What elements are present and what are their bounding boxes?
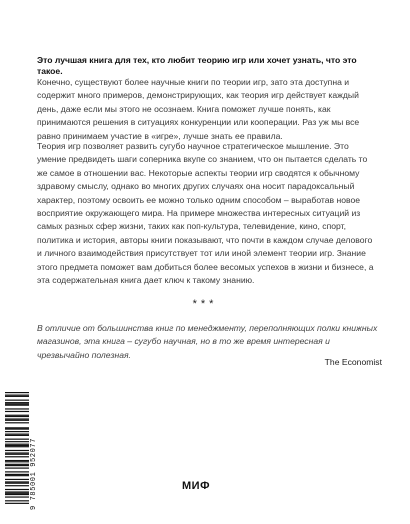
barcode-bar <box>5 411 29 412</box>
barcode-bar <box>5 420 29 421</box>
barcode-bar <box>5 464 29 465</box>
barcode-bar <box>5 474 29 475</box>
barcode-bar <box>5 439 29 440</box>
barcode-bar <box>5 415 29 416</box>
paragraph-intro: Конечно, существуют более научные книги по теории игр, зато эта доступна и содержит много примеров, демонстрирующих, как теория игр действует каждый день, даже если мы этого не осознаем. Книга поможет лучше понять, как принимаются решения в ситуациях конкуренции или кооперации. Раз уж мы все равно принимаем участие в «игре», лучше знать ее правила. <box>37 77 360 141</box>
barcode-bar <box>5 503 29 504</box>
barcode-bar <box>5 441 29 442</box>
barcode-bar <box>5 493 29 494</box>
barcode-bar <box>5 489 29 490</box>
barcode-bar <box>5 422 29 423</box>
barcode-bar <box>5 485 29 486</box>
barcode-bar <box>5 500 29 501</box>
paragraph-main: Теория игр позволяет развить сугубо научное стратегическое мышление. Это умение предвидеть шаги соперника вкупе со знанием, что он пытается сделать то же самое в отношении вас. Некоторые аспекты теории игр сводятся к обычному здравому смыслу, однако во многих других случаях она носит парадоксальный характер, поэтому освоить ее можно только одним способом – выработав новое восприятие окружающего мира. На примере множества интересных ситуаций из самых разных сфер жизни, таких как поп-культура, телевидение, кино, спорт, политика и история, авторы книги показывают, что почти в каждом случае делового и личного взаимодействия присутствует тот или иной элемент теории игр. Знание этого предмета поможет вам добиться более весомых успехов в жизни и бизнесе, а эта содержательная книга дает ключ к такому знанию. <box>37 141 374 286</box>
barcode-bar <box>5 434 29 435</box>
barcode-bar <box>5 496 29 497</box>
isbn-barcode <box>3 388 49 508</box>
barcode-bar <box>5 431 29 432</box>
barcode-bar <box>5 403 29 404</box>
barcode-bar <box>5 460 29 461</box>
barcode-bar <box>5 479 29 480</box>
barcode-bar <box>5 405 29 406</box>
barcode-bar <box>5 416 29 417</box>
barcode-bar <box>5 454 29 455</box>
barcode-bar <box>5 461 29 462</box>
barcode-bar <box>5 494 29 495</box>
quote-source: The Economist <box>324 357 382 367</box>
barcode-bar <box>5 471 29 472</box>
barcode-bar <box>5 402 29 403</box>
section-separator: *** <box>192 298 218 310</box>
barcode-bar <box>5 452 29 453</box>
barcode-bar <box>5 481 29 482</box>
barcode-bar <box>5 400 29 401</box>
barcode-bar <box>5 445 29 446</box>
isbn-number: 9 785001 952077 <box>30 437 38 510</box>
barcode-bar <box>5 396 29 397</box>
barcode-bar <box>5 465 29 466</box>
barcode-bar <box>5 446 29 447</box>
publisher-logo: МИФ <box>182 480 210 492</box>
barcode-bar <box>5 418 29 419</box>
barcode-bar <box>5 444 29 445</box>
barcode-bar <box>5 450 29 451</box>
barcode-bar <box>5 435 29 436</box>
barcode-bar <box>5 483 29 484</box>
barcode-bar <box>5 468 29 469</box>
barcode-bar <box>5 491 29 492</box>
barcode-bar <box>5 456 29 457</box>
lead-text: Это лучшая книга для тех, кто любит теорию игр или хочет узнать, что это такое. <box>37 55 357 76</box>
barcode-bar <box>5 475 29 476</box>
barcode-bar <box>5 427 29 428</box>
review-quote: В отличие от большинства книг по менеджменту, переполняющих полки книжных магазинов, эта книга – сугубо научная, но в то же время интересная и чрезвычайно полезная. <box>37 323 378 360</box>
barcode-bar <box>5 395 29 396</box>
barcode-bar <box>5 408 29 409</box>
barcode-bar <box>5 392 29 393</box>
barcode-bar <box>5 428 29 429</box>
